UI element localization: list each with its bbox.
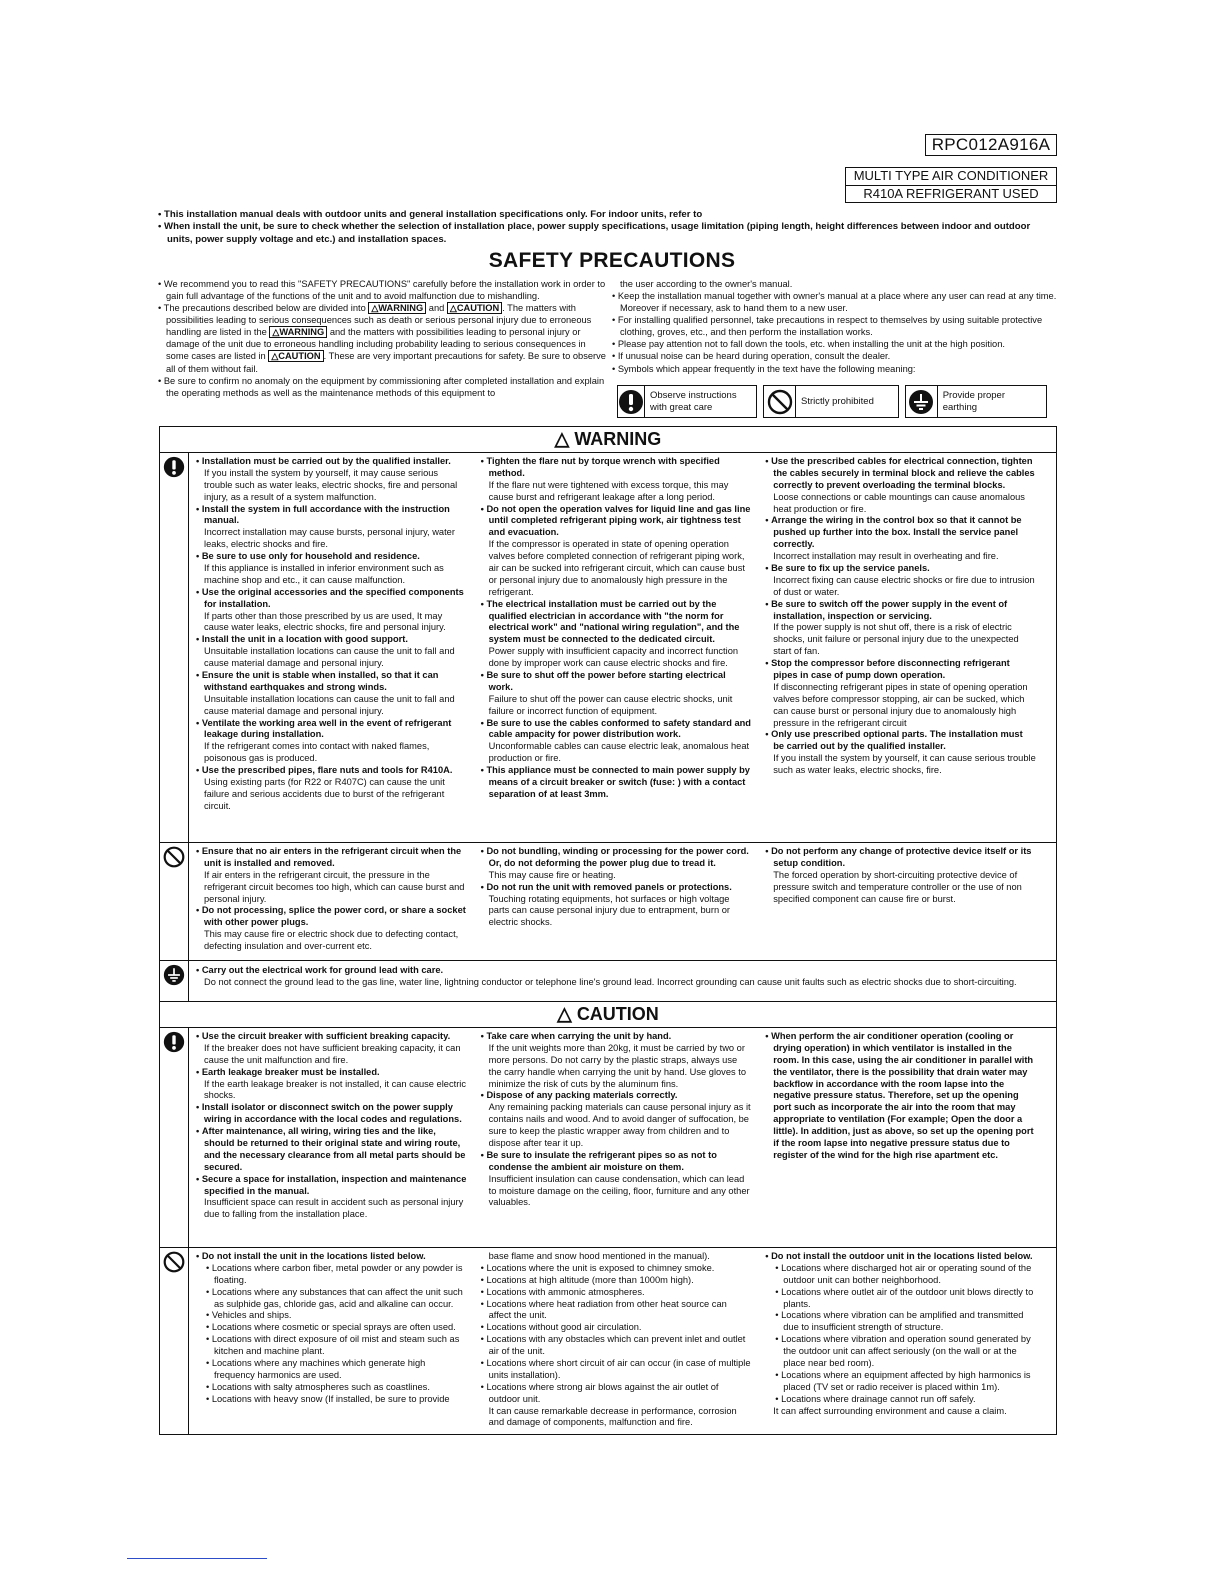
warning-earthing-block <box>160 961 1056 1002</box>
warning-item-title: • Do not processing, splice the power cord, or share a socket with other power plugs. <box>196 905 467 929</box>
legend-prohibited-label: Strictly prohibited <box>801 395 874 407</box>
warning-prohibited-col3 <box>765 846 1050 953</box>
list-item: • Locations where outlet air of the outdoor unit blows directly to plants. <box>765 1287 1036 1311</box>
caution-tag-2 <box>268 350 323 362</box>
caution-triangle-icon: △ <box>271 351 279 362</box>
earthing-note <box>196 965 1046 989</box>
caution-prohibited-col1 <box>196 1251 481 1429</box>
list-item: • Locations with any obstacles which can prevent inlet and outlet air of the unit. <box>471 1334 752 1358</box>
warning-item-title: • Do not bundling, winding or processing for the power cord. Or, do not deforming the power plug due to tread it. <box>481 846 752 870</box>
warning-item-text: Touching rotating equipments, hot surfaces or high voltage parts can cause personal injury due to entrapment, burn or electric shocks. <box>488 893 730 928</box>
warning-tag-label: WARNING <box>279 327 325 338</box>
warning-item-title: • Be sure to fix up the service panels. <box>765 563 1036 575</box>
warning-item-title: • Use the original accessories and the specified components for installation. <box>196 587 467 611</box>
warning-item-text: If parts other than those prescribed by us are used, It may cause water leaks, electric shocks, fire and personal injury. <box>204 610 446 633</box>
precautions-left <box>158 278 606 399</box>
warning-item-text: Incorrect installation may cause bursts, personal injury, water leaks, electric shocks and fire. <box>204 527 455 550</box>
warning-item-title: • The electrical installation must be carried out by the qualified electrician in accordance with "the norm for electrical work" and "national wiring regulation", and the system must be connected to the dedicated circuit. <box>481 599 752 647</box>
warning-item-title: • Use the prescribed pipes, flare nuts and tools for R410A. <box>196 765 467 777</box>
warning-item-text: If this appliance is installed in inferior environment such as machine shop and etc., it can cause malfunction. <box>204 563 444 585</box>
list-item: • Locations with heavy snow (If installed, be sure to provide <box>196 1394 467 1406</box>
warning-item-title: • Ensure that no air enters in the refrigerant circuit when the unit is installed and removed. <box>196 846 467 870</box>
caution-heading-label: CAUTION <box>576 1004 659 1024</box>
list-item: • Locations where heat radiation from other heat source can affect the unit. <box>471 1299 752 1323</box>
warning-tag <box>368 302 426 314</box>
precaution-1: • We recommend you to read this "SAFETY PRECAUTIONS" carefully before the installation work in order to gain full advantage of the functions of the unit and to avoid malfunction due to mishandling. <box>158 279 606 302</box>
list-item: • Vehicles and ships. <box>196 1310 467 1322</box>
intro-notes <box>158 209 1058 246</box>
precaution-5: • For installing qualified personnel, take precautions in respect to themselves by using suitable protective clothing, groves, etc., and then perform the installation works. <box>612 315 1043 338</box>
caution-heading <box>160 1002 1056 1027</box>
list-item-cont: base flame and snow hood mentioned in the manual). <box>488 1251 710 1261</box>
list-item: • Locations where any substances that can affect the unit such as sulphide gas, chloride gas, acid and alkaline can occur. <box>196 1287 467 1311</box>
list-item: • Locations where cosmetic or special sprays are often used. <box>196 1322 467 1334</box>
warning-item-title: • Be sure to use only for household and residence. <box>196 551 467 563</box>
warning-item-title: • Installation must be carried out by the qualified installer. <box>196 456 467 468</box>
earthing-icon <box>163 964 185 990</box>
caution-item-text: Insufficient insulation can cause condensation, which can lead to moisture damage on the ceiling, floor, furniture and any other valuables. <box>488 1173 750 1208</box>
caution-item-title: • Secure a space for installation, inspection and maintenance specified in the manual. <box>196 1174 467 1198</box>
caution-item-title: • Do not install the unit in the locations listed below. <box>196 1251 467 1263</box>
precaution-7: • If unusual noise can be heard during operation, consult the dealer. <box>612 351 891 362</box>
caution-item-title: • Earth leakage breaker must be installed. <box>196 1067 467 1079</box>
caution-triangle-icon: △ <box>557 1004 572 1025</box>
warning-item-title: • Do not run the unit with removed panels or protections. <box>481 882 752 894</box>
prohibited-icon <box>163 846 185 872</box>
list-item: • Locations where short circuit of air can occur (in case of multiple units installation). <box>471 1358 752 1382</box>
warning-item-text: If you install the system by yourself, it may cause serious trouble such as water leaks, electric shocks, fire and personal injury, as a result of a system malfunction. <box>204 467 458 502</box>
warning-prohibited-col1 <box>196 846 481 953</box>
legend-observe <box>617 385 757 418</box>
list-item: • Locations where the unit is exposed to chimney smoke. <box>471 1263 752 1275</box>
precaution-3: • Be sure to confirm no anomaly on the equipment by commissioning after completed installation and explain the operating methods as well as the maintenance methods of this equipment to <box>158 375 605 398</box>
caution-observe-col3 <box>765 1031 1050 1221</box>
list-item: • Locations with salty atmospheres such as coastlines. <box>196 1382 467 1394</box>
warning-item-text: Incorrect installation may result in overheating and fire. <box>773 551 999 562</box>
earthing-text: Do not connect the ground lead to the gas line, water line, lightning conductor or telephone line's ground lead. Incorrect grounding can cause unit faults such as electric shocks due to short-circuiting. <box>204 976 1017 987</box>
warning-observe-col2 <box>481 456 766 813</box>
warning-item-text: Unsuitable installation locations can cause the unit to fall and cause material damage and personal injury. <box>204 693 455 716</box>
warning-item-text: Using existing parts (for R22 or R407C) can cause the unit failure and serious accidents due to burst of the refrigerant circuit. <box>204 777 445 811</box>
page-title: SAFETY PRECAUTIONS <box>488 249 736 272</box>
caution-item-text: If the unit weights more than 20kg, it must be carried by two or more persons. Do not carry by the plastic straps, always use the carry handle when carrying the unit by hand. Use gloves to minimize the risk of cuts by the aluminum fins. <box>488 1042 746 1089</box>
caution-item-title: • After maintenance, all wiring, wiring ties and the like, should be returned to their original state and wiring route, and the necessary clearance from all metal parts should be secured. <box>196 1126 467 1174</box>
list-tail: It can cause remarkable decrease in performance, corrosion and damage of components, malfunction and fire. <box>488 1405 737 1428</box>
caution-tag-label: CAUTION <box>456 303 500 314</box>
warning-item-title: • Use the prescribed cables for electrical connection, tighten the cables securely in terminal block and relieve the cables correctly to prevent overloading the terminal blocks. <box>765 456 1036 492</box>
caution-observe-block <box>160 1028 1056 1248</box>
exclamation-icon <box>618 386 645 417</box>
caution-item-title: • When perform the air conditioner operation (cooling or drying operation) in which ventilator is installed in the room. In this case, using the air conditioner in parallel with the ventilator, there is the possibility that drain water may backflow in accordance with the room lapse into the negative pressure status. Therefore, set up the opening port such as incorporate the air into the room that may appropriate to ventilation (For example; Open the door a little). In addition, just as above, so set up the opening port if the room lapse into negative pressure status due to register of the wind for the high rise apartment etc. <box>765 1031 1036 1162</box>
warning-item-text: Power supply with insufficient capacity and incorrect function done by improper work can cause electric shocks and fire. <box>488 646 739 669</box>
precaution-2-c: . The matters with possibilities leading to serious consequences such as death or serious personal injury due to erroneous handling are listed in the <box>166 303 592 338</box>
refrigerant-type: R410A REFRIGERANT USED <box>846 185 1056 202</box>
warning-item-title: • Only use prescribed optional parts. The installation must be carried out by the qualified installer. <box>765 729 1036 753</box>
warning-tag-2 <box>269 326 327 338</box>
earthing-icon <box>906 386 938 417</box>
warning-item-title: • Install the unit in a location with good support. <box>196 634 467 646</box>
product-type-box <box>845 167 1057 203</box>
precaution-2-b: and <box>428 303 445 314</box>
intro-note-1: • This installation manual deals with outdoor units and general installation specifications only. For indoor units, refer to <box>158 209 703 220</box>
warning-triangle-icon: △ <box>554 429 570 450</box>
legend-observe-label: Observe instructions with great care <box>650 390 737 413</box>
caution-observe-col1 <box>196 1031 481 1221</box>
list-tail: It can affect surrounding environment and cause a claim. <box>773 1405 1007 1416</box>
product-type: MULTI TYPE AIR CONDITIONER <box>853 168 1049 183</box>
warning-observe-col3 <box>765 456 1050 813</box>
precaution-4: • Keep the installation manual together with owner's manual at a place where any user can read at any time. Moreover if necessary, ask to hand them to a new user. <box>612 291 1057 314</box>
symbol-legend <box>617 385 1047 418</box>
caution-item-title: • Install isolator or disconnect switch on the power supply wiring in accordance with the local codes and regulations. <box>196 1102 467 1126</box>
list-item: • Locations where vibration and operation sound generated by the outdoor unit can affect seriously (on the wall or at the place near bed room). <box>765 1334 1036 1370</box>
caution-prohibited-col2 <box>481 1251 766 1429</box>
caution-item-title: • Dispose of any packing materials correctly. <box>481 1090 752 1102</box>
list-item: • Locations where any machines which generate high frequency harmonics are used. <box>196 1358 467 1382</box>
caution-item-text: Any remaining packing materials can cause personal injury as it contains nails and wood. And to avoid danger of suffocation, be sure to keep the plastic wrapper away from children and to dispose after tear it up. <box>488 1102 751 1149</box>
warning-item-text: If you install the system by yourself, it can cause serious trouble such as water leaks, electric shocks, fire. <box>773 753 1036 776</box>
list-item: • Locations at high altitude (more than 1000m high). <box>471 1275 752 1287</box>
precaution-3-cont: the user according to the owner's manual. <box>620 279 793 289</box>
icon-column-rule <box>188 1028 189 1434</box>
warning-item-text: This may cause fire or heating. <box>488 869 616 880</box>
caution-item-text: If the earth leakage breaker is not installed, it can cause electric shocks. <box>204 1078 467 1101</box>
bottom-link-line <box>127 1558 267 1559</box>
caution-prohibited-block <box>160 1248 1056 1434</box>
precaution-2-d: and the matters with possibilities leading to personal injury or damage of the unit due to erroneous handling including probability leading to serious consequences in some cases are listed in <box>166 327 586 362</box>
precautions-right <box>612 278 1058 375</box>
warning-item-text: If the flare nut were tightened with excess torque, this may cause burst and refrigerant leakage after a long period. <box>488 479 729 502</box>
caution-triangle-icon: △ <box>449 303 457 314</box>
precaution-6: • Please pay attention not to fall down the tools, etc. when installing the unit at the high position. <box>612 339 1005 350</box>
warning-item-text: This may cause fire or electric shock due to defecting contact, defecting insulation and over-current etc. <box>204 929 459 952</box>
precaution-2-a: • The precautions described below are divided into <box>158 303 366 314</box>
list-item: • Locations where drainage cannot run off safely. <box>765 1394 1036 1406</box>
warning-tag-label: WARNING <box>378 303 424 314</box>
list-item: • Locations where vibration can be amplified and transmitted due to insufficient strength of structure. <box>765 1310 1036 1334</box>
list-item: • Locations with ammonic atmospheres. <box>471 1287 752 1299</box>
warning-item-text: Incorrect fixing can cause electric shocks or fire due to intrusion of dust or water. <box>773 574 1035 597</box>
caution-observe-col2 <box>481 1031 766 1221</box>
warning-item-title: • Install the system in full accordance with the instruction manual. <box>196 504 467 528</box>
caution-tag-label: CAUTION <box>278 351 321 362</box>
warning-observe-block <box>160 453 1056 868</box>
list-item: • Locations without good air circulation. <box>471 1322 752 1334</box>
warning-item-title: • Ensure the unit is stable when installed, so that it can withstand earthquakes and strong winds. <box>196 670 467 694</box>
warning-item-text: Failure to shut off the power can cause electric shocks, unit failure or incorrect function of equipment. <box>488 693 733 716</box>
caution-item-text: If the breaker does not have sufficient breaking capacity, it can cause the unit malfunction and fire. <box>204 1042 461 1065</box>
list-item: • Locations where carbon fiber, metal powder or any powder is floating. <box>196 1263 467 1287</box>
warning-item-title: • Do not open the operation valves for liquid line and gas line until completed refrigerant piping work, air tightness test and evacuation. <box>481 504 752 540</box>
warning-item-title: • Tighten the flare nut by torque wrench with specified method. <box>481 456 752 480</box>
prohibited-icon <box>163 1251 185 1277</box>
precaution-2-e: . These are very important precautions for safety. Be sure to observe all of them without fail. <box>166 351 606 374</box>
warning-item-title: • Be sure to shut off the power before starting electrical work. <box>481 670 752 694</box>
list-item: • Locations where discharged hot air or operating sound of the outdoor unit can bother neighborhood. <box>765 1263 1036 1287</box>
list-item: • Locations where strong air blows against the air outlet of outdoor unit. <box>471 1382 752 1406</box>
prohibited-icon <box>764 386 796 417</box>
list-item: • Locations where an equipment affected by high harmonics is placed (TV set or radio receiver is placed within 1m). <box>765 1370 1036 1394</box>
precaution-2 <box>158 302 606 374</box>
list-item: • Locations with direct exposure of oil mist and steam such as kitchen and machine plant. <box>196 1334 467 1358</box>
caution-item-title: • Do not install the outdoor unit in the locations listed below. <box>765 1251 1036 1263</box>
warning-item-text: If disconnecting refrigerant pipes in state of opening operation valves before compressor stopping, air can be sucked, which can cause burst or personal injury due to anomalously high pressure in the refrigerant circuit <box>773 681 1028 728</box>
caution-tag <box>447 302 502 314</box>
warning-heading-label: WARNING <box>574 429 662 449</box>
warning-triangle-icon: △ <box>371 303 379 314</box>
warning-item-text: Unsuitable installation locations can cause the unit to fall and cause material damage and personal injury. <box>204 646 455 669</box>
legend-prohibited <box>763 385 899 418</box>
warning-item-title: • Do not perform any change of protective device itself or its setup condition. <box>765 846 1036 870</box>
warning-item-title: • Be sure to use the cables conformed to safety standard and cable ampacity for power distribution work. <box>481 718 752 742</box>
icon-column-rule <box>188 453 189 1001</box>
legend-earthing <box>905 385 1047 418</box>
warning-item-title: • Arrange the wiring in the control box so that it cannot be pushed up further into the box. Install the service panel correctly. <box>765 515 1036 551</box>
warning-observe-col1 <box>196 456 481 813</box>
exclamation-icon <box>163 1031 185 1057</box>
warning-item-text: The forced operation by short-circuiting protective device of pressure switch and temperature controller or the use of non specified component can cause fire or burst. <box>773 869 1022 904</box>
warning-item-title: • This appliance must be connected to main power supply by means of a circuit breaker or switch (fuse: ) with a contact separation of at least 3mm. <box>481 765 752 801</box>
caution-prohibited-col3 <box>765 1251 1050 1429</box>
warning-item-title: • Ventilate the working area well in the event of refrigerant leakage during installation. <box>196 718 467 742</box>
exclamation-icon <box>163 456 185 482</box>
warning-item-text: If the refrigerant comes into contact with naked flames, poisonous gas is produced. <box>204 741 430 764</box>
warning-item-text: If the compressor is operated in state of opening operation valves before completed connection of refrigerant piping work, air can be sucked into refrigerant circuit, which can cause bust or personal injury due to anomalously high pressure in the refrigerant. <box>488 539 745 597</box>
warning-item-text: Unconformable cables can cause electric leak, anomalous heat production or fire. <box>488 741 750 764</box>
caution-item-title: • Use the circuit breaker with sufficient breaking capacity. <box>196 1031 467 1043</box>
safety-table <box>159 426 1057 1435</box>
warning-prohibited-col2 <box>481 846 766 953</box>
precaution-8: • Symbols which appear frequently in the text have the following meaning: <box>612 363 916 374</box>
warning-item-title: • Stop the compressor before disconnecting refrigerant pipes in case of pump down operation. <box>765 658 1036 682</box>
earthing-title: • Carry out the electrical work for ground lead with care. <box>196 965 1046 977</box>
warning-triangle-icon: △ <box>272 327 280 338</box>
warning-item-text: Loose connections or cable mountings can cause anomalous heat production or fire. <box>773 491 1025 514</box>
warning-item-text: If air enters in the refrigerant circuit, the pressure in the refrigerant circuit becomes too high, which can cause burst and personal injury. <box>204 869 465 904</box>
warning-item-title: • Be sure to switch off the power supply in the event of installation, inspection or servicing. <box>765 599 1036 623</box>
caution-item-text: Insufficient space can result in accident such as personal injury due to falling from the installation place. <box>204 1197 464 1220</box>
document-code: RPC012A916A <box>925 134 1057 156</box>
caution-item-title: • Take care when carrying the unit by hand. <box>481 1031 752 1043</box>
caution-item-title: • Be sure to insulate the refrigerant pipes so as not to condense the ambient air moisture on them. <box>481 1150 752 1174</box>
legend-earthing-label: Provide proper earthing <box>942 390 1005 413</box>
warning-heading <box>160 427 1056 452</box>
warning-prohibited-block <box>160 843 1056 961</box>
intro-note-2: • When install the unit, be sure to check whether the selection of installation place, power supply specifications, usage limitation (piping length, height differences between indoor and outdoor units, power supply voltage and etc.) and installation spaces. <box>158 221 1031 245</box>
warning-item-text: If the power supply is not shut off, there is a risk of electric shocks, unit failure or personal injury due to the unexpected start of fan. <box>773 622 1019 657</box>
